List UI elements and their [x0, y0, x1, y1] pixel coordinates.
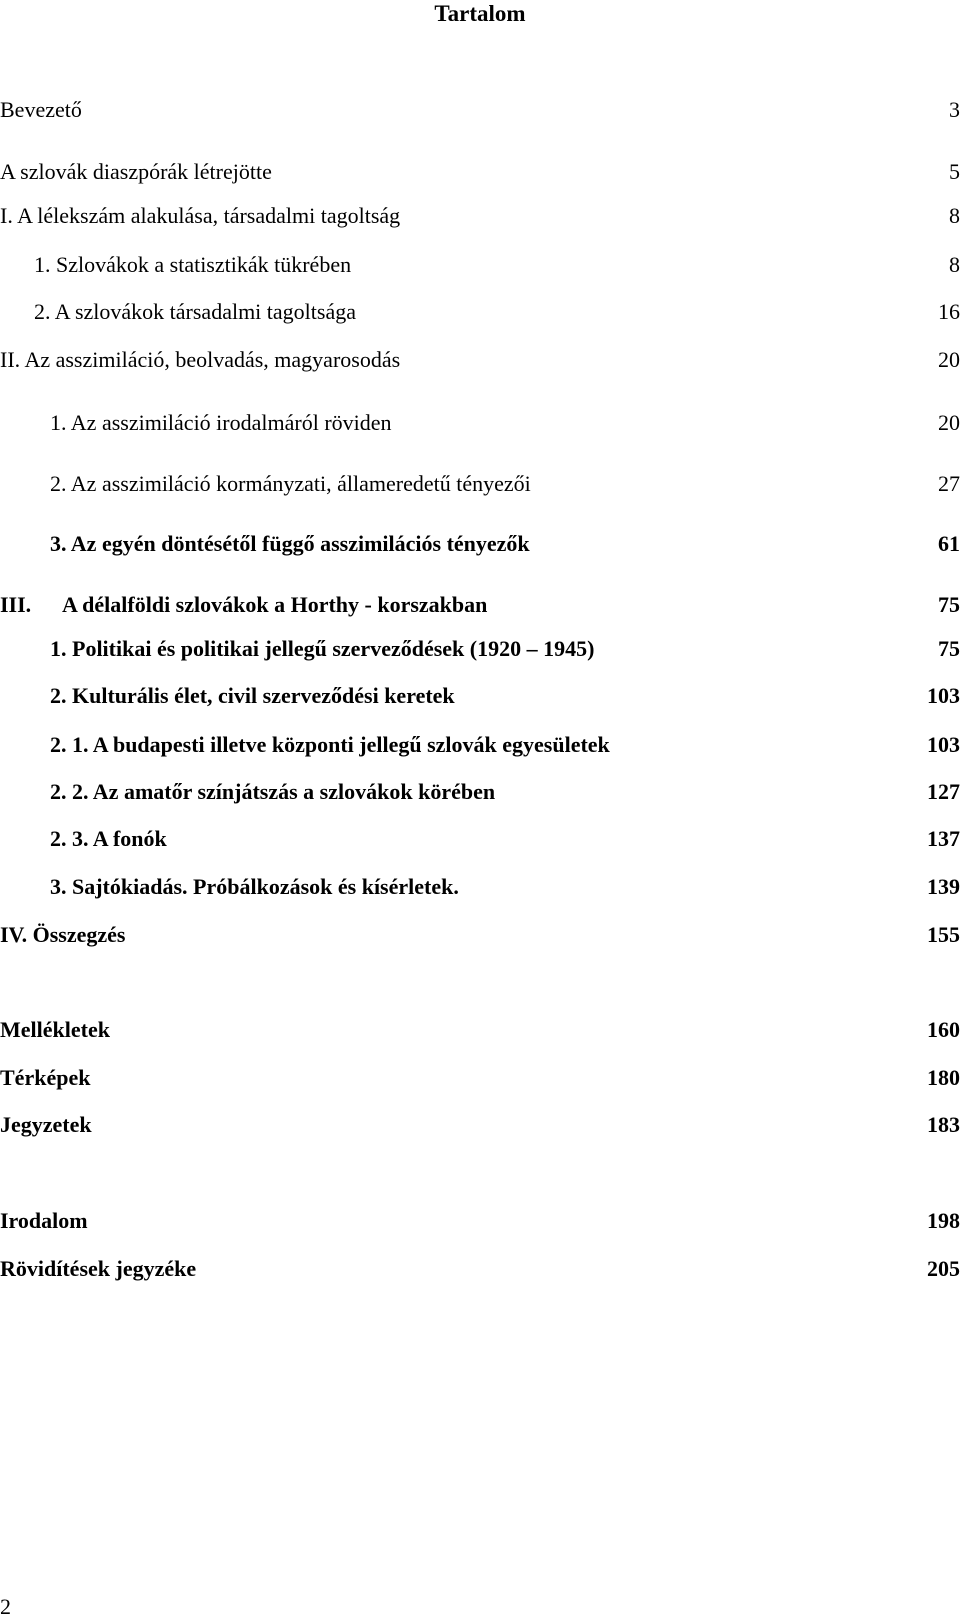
toc-entry [0, 1110, 960, 1140]
toc-entry-label: Jegyzetek [0, 1112, 92, 1137]
toc-entry-page: 75 [938, 636, 960, 661]
toc-entry-label: Térképek [0, 1065, 91, 1090]
toc-entry-label: 2. 3. A fonók [50, 826, 167, 851]
toc-entry [0, 201, 960, 231]
toc-entry [0, 872, 960, 902]
toc-entry-label: A délalföldi szlovákok a Horthy - korszakban [62, 592, 488, 617]
toc-entry-label: II. Az asszimiláció, beolvadás, magyarosodás [0, 347, 401, 372]
toc-entry-page: 16 [938, 299, 960, 324]
toc-entry [0, 157, 960, 187]
toc-entry-label: 3. Sajtókiadás. Próbálkozások és kísérletek. [50, 874, 459, 899]
toc-entry [0, 529, 960, 559]
toc-entry-label: I. A lélekszám alakulása, társadalmi tagoltság [0, 203, 401, 228]
page-title: Tartalom [434, 1, 526, 26]
toc-entry-page: 155 [927, 922, 960, 947]
toc-entry-label: 1. Politikai és politikai jellegű szerveződések (1920 – 1945) [50, 636, 595, 661]
toc-entry-page: 198 [927, 1208, 960, 1233]
toc-entry [0, 469, 960, 499]
toc-entry [0, 95, 960, 125]
toc-entry-page: 103 [927, 732, 960, 757]
toc-entry-page: 8 [949, 203, 960, 228]
toc-entry [0, 730, 960, 760]
toc-entry [0, 1254, 960, 1284]
toc-entry [0, 250, 960, 280]
toc-entry-label: 2. Az asszimiláció kormányzati, állameredetű tényezői [50, 471, 531, 496]
toc-entry-page: 3 [949, 97, 960, 122]
page-number: 2 [0, 1594, 11, 1619]
toc-entry-label: Irodalom [0, 1208, 88, 1233]
toc-entry-label: 2. 1. A budapesti illetve központi jellegű szlovák egyesületek [50, 732, 610, 757]
toc-entry-page: 137 [927, 826, 960, 851]
toc-entry-label: 1. Szlovákok a statisztikák tükrében [34, 252, 352, 277]
toc-entry-label: 2. 2. Az amatőr színjátszás a szlovákok körében [50, 779, 496, 804]
toc-entry-label: Bevezető [0, 97, 82, 122]
toc-entry-page: 5 [949, 159, 960, 184]
toc-entry-page: 20 [938, 410, 960, 435]
toc-entry-page: 160 [927, 1017, 960, 1042]
toc-entry-page: 75 [938, 592, 960, 617]
toc-entry-label: IV. Összegzés [0, 922, 126, 947]
toc-entry [0, 408, 960, 438]
toc-entry-number: III. [0, 592, 32, 617]
toc-entry-page: 127 [927, 779, 960, 804]
toc-entry-page: 8 [949, 252, 960, 277]
toc-entry [0, 777, 960, 807]
toc-entry [0, 1015, 960, 1045]
toc-entry [0, 297, 960, 327]
toc-entry-label: A szlovák diaszpórák létrejötte [0, 159, 272, 184]
toc-entry-label: 3. Az egyén döntésétől függő asszimilációs tényezők [50, 531, 530, 556]
toc-entry [0, 824, 960, 854]
toc-entry-page: 61 [938, 531, 960, 556]
toc-entry [0, 1206, 960, 1236]
toc-entry-page: 180 [927, 1065, 960, 1090]
toc-entry [0, 590, 960, 620]
toc-entry [0, 1063, 960, 1093]
toc-entry-label: 2. Kulturális élet, civil szerveződési keretek [50, 683, 455, 708]
toc-entry-label: 1. Az asszimiláció irodalmáról röviden [50, 410, 392, 435]
toc-entry-page: 183 [927, 1112, 960, 1137]
toc-entry-page: 27 [938, 471, 960, 496]
toc-entry-page: 103 [927, 683, 960, 708]
toc-entry-page: 139 [927, 874, 960, 899]
toc-entry-page: 205 [927, 1256, 960, 1281]
toc-entry-page: 20 [938, 347, 960, 372]
toc-entry-label: 2. A szlovákok társadalmi tagoltsága [34, 299, 356, 324]
toc-entry [0, 634, 960, 664]
toc-entry [0, 681, 960, 711]
toc-entry [0, 920, 960, 950]
toc-entry-label: Rövidítések jegyzéke [0, 1256, 197, 1281]
toc-entry-label: Mellékletek [0, 1017, 110, 1042]
toc-entry [0, 345, 960, 375]
